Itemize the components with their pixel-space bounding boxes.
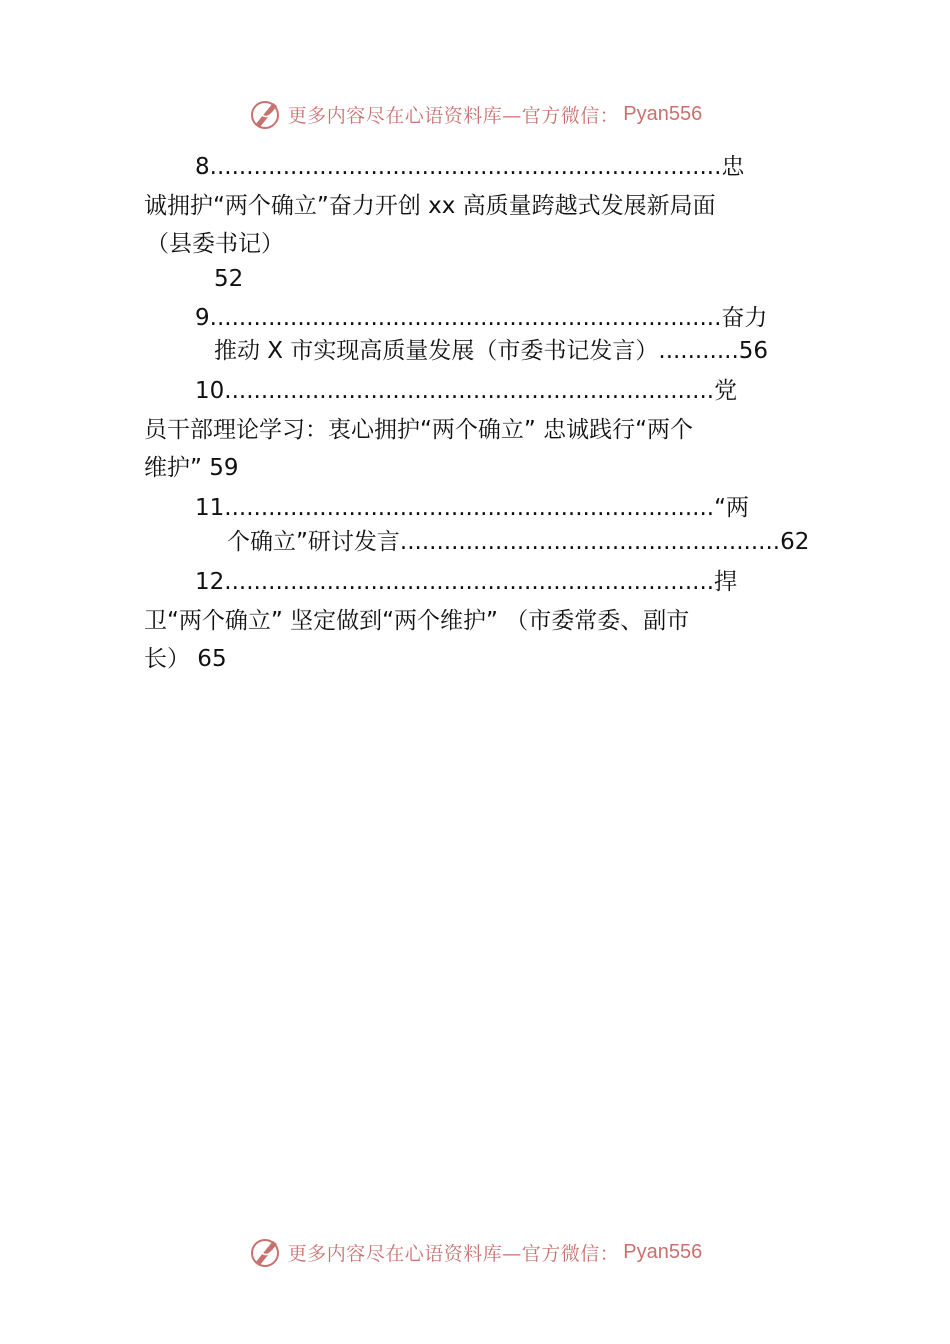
toc-entry-11-line-2: 个确立”研讨发言....................................................62 xyxy=(227,529,810,555)
toc-entry-12-line-3: 长） 65 xyxy=(144,646,227,672)
toc-entry-11-line-1: 11...................................................................“两 xyxy=(195,495,750,521)
toc-entry-9-line-2: 推动 X 市实现高质量发展（市委书记发言）...........56 xyxy=(214,338,769,364)
toc-entry-8-line-1: 8......................................................................忠 xyxy=(195,154,745,180)
quill-logo-icon xyxy=(248,1235,282,1269)
toc-entry-10-line-1: 10...................................................................党 xyxy=(195,378,738,404)
toc-entry-9-line-1: 9......................................................................奋力 xyxy=(195,305,768,331)
toc-entry-10-line-3: 维护” 59 xyxy=(144,455,239,481)
header-watermark xyxy=(0,94,950,134)
footer-watermark-text: 更多内容尽在心语资料库—官方微信： xyxy=(287,1242,620,1265)
quill-logo-icon xyxy=(248,97,282,131)
toc-entry-12-line-2: 卫“两个确立” 坚定做到“两个维护” （市委常委、副市 xyxy=(144,608,690,634)
toc-entry-8-line-3: （县委书记） xyxy=(146,231,284,257)
header-watermark-handle: Pyan556 xyxy=(623,102,703,125)
footer-watermark-handle: Pyan556 xyxy=(623,1240,703,1263)
toc-entry-8-line-2: 诚拥护“两个确立”奋力开创 xx 高质量跨越式发展新局面 xyxy=(144,193,716,219)
footer-watermark xyxy=(0,1232,950,1272)
toc-entry-8-page: 52 xyxy=(214,266,244,292)
toc-entry-12-line-1: 12...................................................................捍 xyxy=(195,569,738,595)
toc-entry-10-line-2: 员干部理论学习：衷心拥护“两个确立” 忠诚践行“两个 xyxy=(144,417,694,443)
header-watermark-text: 更多内容尽在心语资料库—官方微信： xyxy=(287,104,620,127)
